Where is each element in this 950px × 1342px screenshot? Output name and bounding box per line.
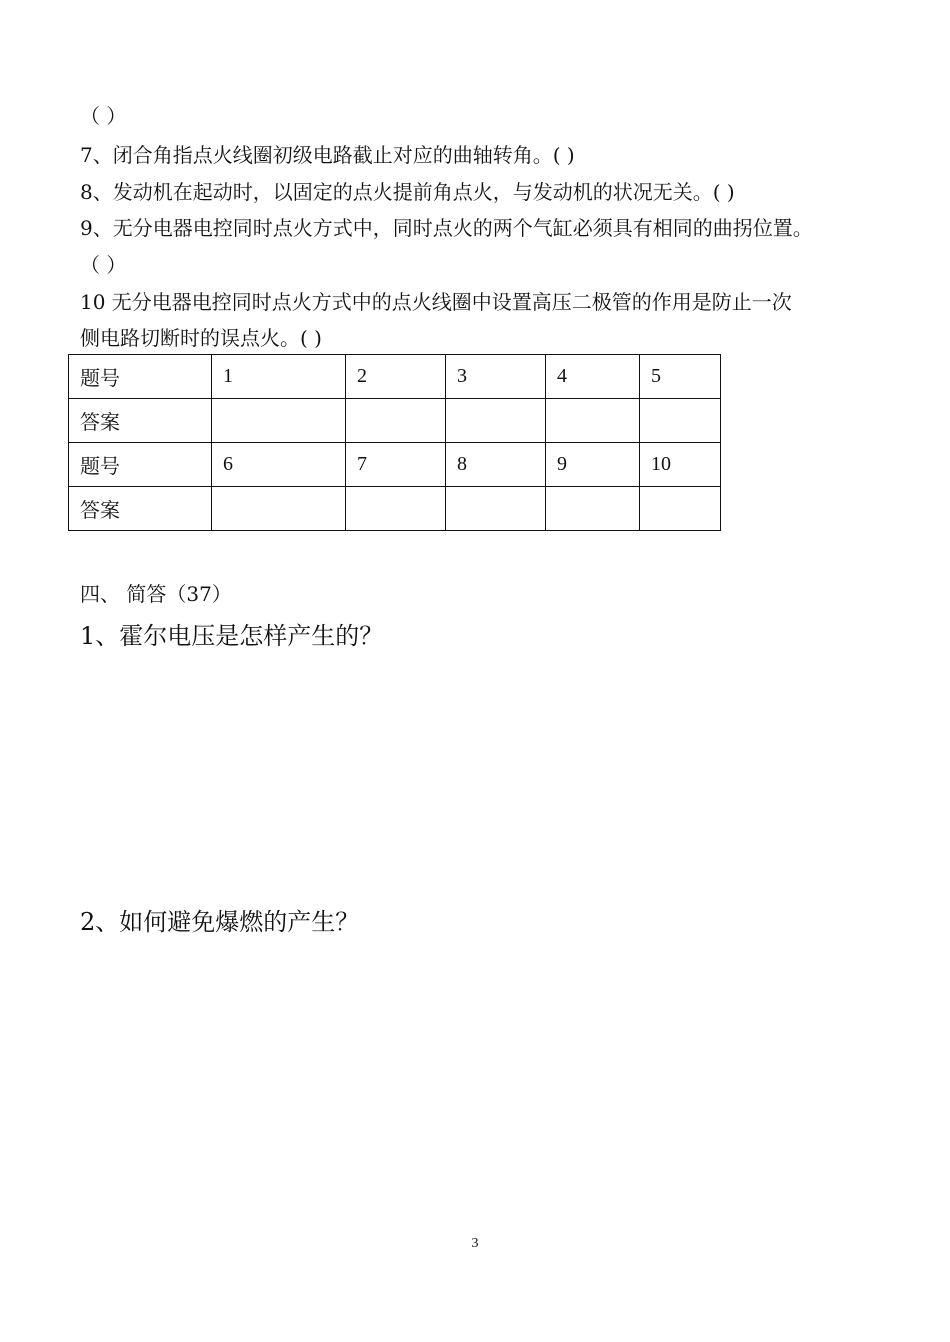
table-row (69, 399, 721, 443)
answer-cell (346, 399, 446, 443)
table-cell: 题号 (69, 355, 212, 399)
answer-cell (212, 399, 346, 443)
table-cell: 2 (346, 355, 446, 399)
answer-cell (640, 487, 721, 531)
answer-cell (346, 487, 446, 531)
question-8: 8、发动机在起动时，以固定的点火提前角点火，与发动机的状况无关。( ) (80, 180, 735, 204)
question-7: 7、闭合角指点火线圈初级电路截止对应的曲轴转角。( ) (80, 143, 575, 167)
table-cell: 答案 (69, 487, 212, 531)
table-cell: 3 (446, 355, 546, 399)
answer-table (68, 354, 721, 531)
table-row (69, 487, 721, 531)
page-number: 3 (471, 1236, 479, 1251)
question-9-line-1: 9、无分电器电控同时点火方式中，同时点火的两个气缸必须具有相同的曲拐位置。 (80, 216, 813, 240)
answer-cell (640, 399, 721, 443)
answer-cell (446, 487, 546, 531)
table-row (69, 443, 721, 487)
table-row (69, 355, 721, 399)
answer-cell (446, 399, 546, 443)
section-4-heading: 四、 简答（37） (80, 582, 232, 606)
table-cell: 5 (640, 355, 721, 399)
short-answer-question-2: 2、如何避免爆燃的产生？ (80, 908, 360, 936)
table-cell: 8 (446, 443, 546, 487)
table-cell: 答案 (69, 399, 212, 443)
question-9-line-2: （ ） (80, 253, 127, 277)
question-10-line-2: 侧电路切断时的误点火。( ) (80, 326, 322, 350)
table-cell: 7 (346, 443, 446, 487)
table-cell: 9 (546, 443, 640, 487)
short-answer-question-1: 1、霍尔电压是怎样产生的？ (80, 622, 384, 650)
question-10-line-1: 10 无分电器电控同时点火方式中的点火线圈中设置高压二极管的作用是防止一次 (80, 290, 792, 314)
answer-cell (546, 399, 640, 443)
table-cell: 4 (546, 355, 640, 399)
table-cell: 10 (640, 443, 721, 487)
table-cell: 1 (212, 355, 346, 399)
table-cell: 6 (212, 443, 346, 487)
answer-cell (212, 487, 346, 531)
answer-cell (546, 487, 640, 531)
question-6-answer-blank: （ ） (80, 104, 127, 128)
table-cell: 题号 (69, 443, 212, 487)
